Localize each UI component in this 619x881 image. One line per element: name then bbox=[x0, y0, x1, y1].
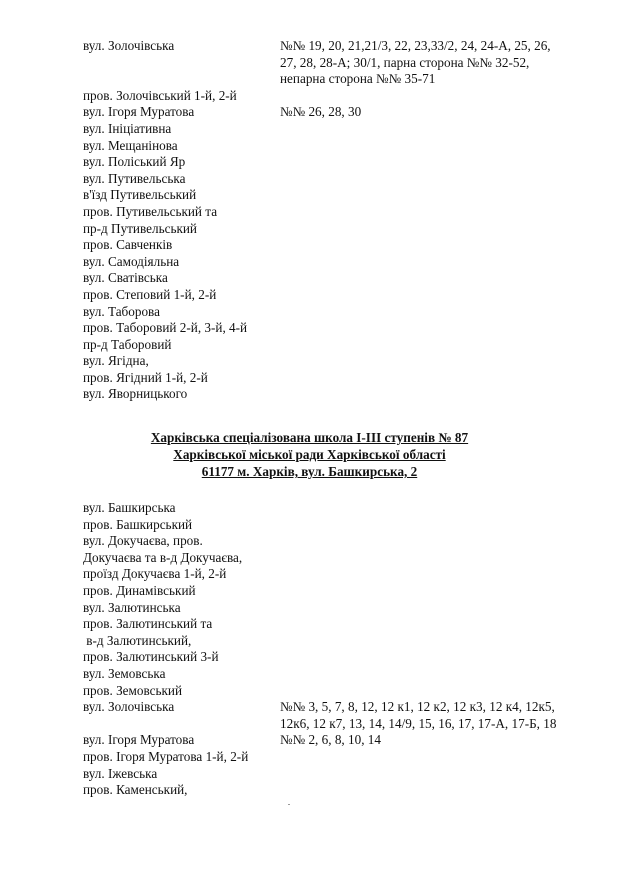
street-row bbox=[0, 337, 619, 354]
street-row bbox=[0, 320, 619, 337]
street-row bbox=[0, 287, 619, 304]
street-name: вул. Яворницького bbox=[83, 386, 188, 402]
street-row bbox=[0, 683, 619, 700]
street-name: вул. Ігоря Муратова bbox=[83, 104, 195, 120]
street-name: вул. Іжевська bbox=[83, 765, 158, 781]
street-row bbox=[0, 254, 619, 271]
street-row bbox=[0, 171, 619, 188]
street-name: пров. Савченків bbox=[83, 237, 173, 253]
street-row bbox=[0, 104, 619, 121]
street-name: Докучаєва та в-д Докучаєва, bbox=[83, 549, 243, 565]
street-name: вул. Сватівська bbox=[83, 270, 168, 286]
street-row bbox=[0, 386, 619, 403]
street-row bbox=[0, 38, 619, 88]
street-row bbox=[0, 517, 619, 534]
street-name: в'їзд Путивельський bbox=[83, 187, 197, 203]
street-row bbox=[0, 88, 619, 105]
street-name: вул. Земовська bbox=[83, 665, 166, 681]
street-name: пров. Каменський, bbox=[83, 782, 188, 798]
street-row bbox=[0, 138, 619, 155]
street-name: вул. Залютинська bbox=[83, 599, 181, 615]
street-name: вул. Ігоря Муратова bbox=[83, 732, 195, 748]
street-name: пр-д Путивельський bbox=[83, 220, 197, 236]
street-name: вул. Башкирська bbox=[83, 500, 176, 515]
street-row bbox=[0, 583, 619, 600]
house-numbers: №№ 26, 28, 30 bbox=[280, 104, 362, 120]
street-row bbox=[0, 600, 619, 617]
street-name: пров. Степовий 1-й, 2-й bbox=[83, 286, 217, 302]
street-name: пров. Таборовий 2-й, 3-й, 4-й bbox=[83, 320, 248, 336]
street-name: вул. Самодіяльна bbox=[83, 253, 180, 269]
street-name: пров. Залютинський та bbox=[83, 616, 213, 632]
street-row bbox=[0, 766, 619, 783]
street-row bbox=[0, 649, 619, 666]
street-name: вул. Путивельська bbox=[83, 170, 186, 186]
street-row bbox=[0, 154, 619, 171]
house-numbers: №№ 19, 20, 21,21/3, 22, 23,33/2, 24, 24-А, 25, 26, 27, 28, 28-А; 30/1, парна сторона №№ 32-52, непарна сторона №№ 35-71 bbox=[280, 38, 551, 87]
street-name: проїзд Докучаєва 1-й, 2-й bbox=[83, 566, 227, 582]
street-name: в-д Залютинський, bbox=[83, 632, 192, 648]
street-row bbox=[0, 370, 619, 387]
street-name: вул. Мещанінова bbox=[83, 137, 178, 153]
street-name: пров. Ягідний 1-й, 2-й bbox=[83, 369, 208, 385]
street-row bbox=[0, 782, 619, 799]
street-row bbox=[0, 500, 619, 517]
street-row bbox=[0, 616, 619, 633]
street-name: вул. Ягідна, bbox=[83, 353, 149, 369]
street-name: вул. Поліський Яр bbox=[83, 154, 186, 170]
street-list-school-section-1 bbox=[0, 38, 619, 403]
street-name: пров. Динамівський bbox=[83, 582, 196, 598]
street-name: вул. Таборова bbox=[83, 303, 160, 319]
street-row bbox=[0, 121, 619, 138]
street-row bbox=[0, 633, 619, 650]
school-name-line: Харківська спеціалізована школа І-ІІІ ступенів № 87 bbox=[150, 430, 469, 445]
street-row bbox=[0, 699, 619, 732]
school-council-line: Харківської міської ради Харківської області bbox=[173, 447, 446, 462]
street-row bbox=[0, 237, 619, 254]
school-address-line: 61177 м. Харків, вул. Башкирська, 2 bbox=[201, 464, 418, 479]
house-numbers: №№ 3, 5, 7, 8, 12, 12 к1, 12 к2, 12 к3, 12 к4, 12к5, 12к6, 12 к7, 13, 14, 14/9, 15, 16, 17, 17-А, 17-Б, 18 bbox=[280, 699, 557, 731]
street-name: пров. Башкирський bbox=[83, 516, 193, 532]
street-name: пров. Золочівський 1-й, 2-й bbox=[83, 87, 237, 103]
scan-speck bbox=[288, 804, 290, 805]
street-row bbox=[0, 353, 619, 370]
street-row bbox=[0, 732, 619, 749]
street-row bbox=[0, 270, 619, 287]
house-numbers: №№ 2, 6, 8, 10, 14 bbox=[280, 732, 381, 748]
street-name: вул. Золочівська bbox=[83, 38, 175, 53]
street-name: пров. Залютинський 3-й bbox=[83, 649, 219, 665]
street-name: вул. Ініціативна bbox=[83, 120, 172, 136]
street-row bbox=[0, 749, 619, 766]
street-list-school-section-2 bbox=[0, 500, 619, 799]
street-row bbox=[0, 204, 619, 221]
street-row bbox=[0, 304, 619, 321]
street-row bbox=[0, 550, 619, 567]
street-name: вул. Докучаєва, пров. bbox=[83, 533, 203, 549]
street-row bbox=[0, 533, 619, 550]
street-name: вул. Золочівська bbox=[83, 699, 175, 715]
street-name: пров. Путивельський та bbox=[83, 203, 218, 219]
street-name: пр-д Таборовий bbox=[83, 336, 172, 352]
street-row bbox=[0, 566, 619, 583]
street-row bbox=[0, 221, 619, 238]
street-row bbox=[0, 187, 619, 204]
street-name: пров. Ігоря Муратова 1-й, 2-й bbox=[83, 748, 249, 764]
school-heading bbox=[0, 429, 619, 480]
street-row bbox=[0, 666, 619, 683]
street-name: пров. Земовський bbox=[83, 682, 183, 698]
